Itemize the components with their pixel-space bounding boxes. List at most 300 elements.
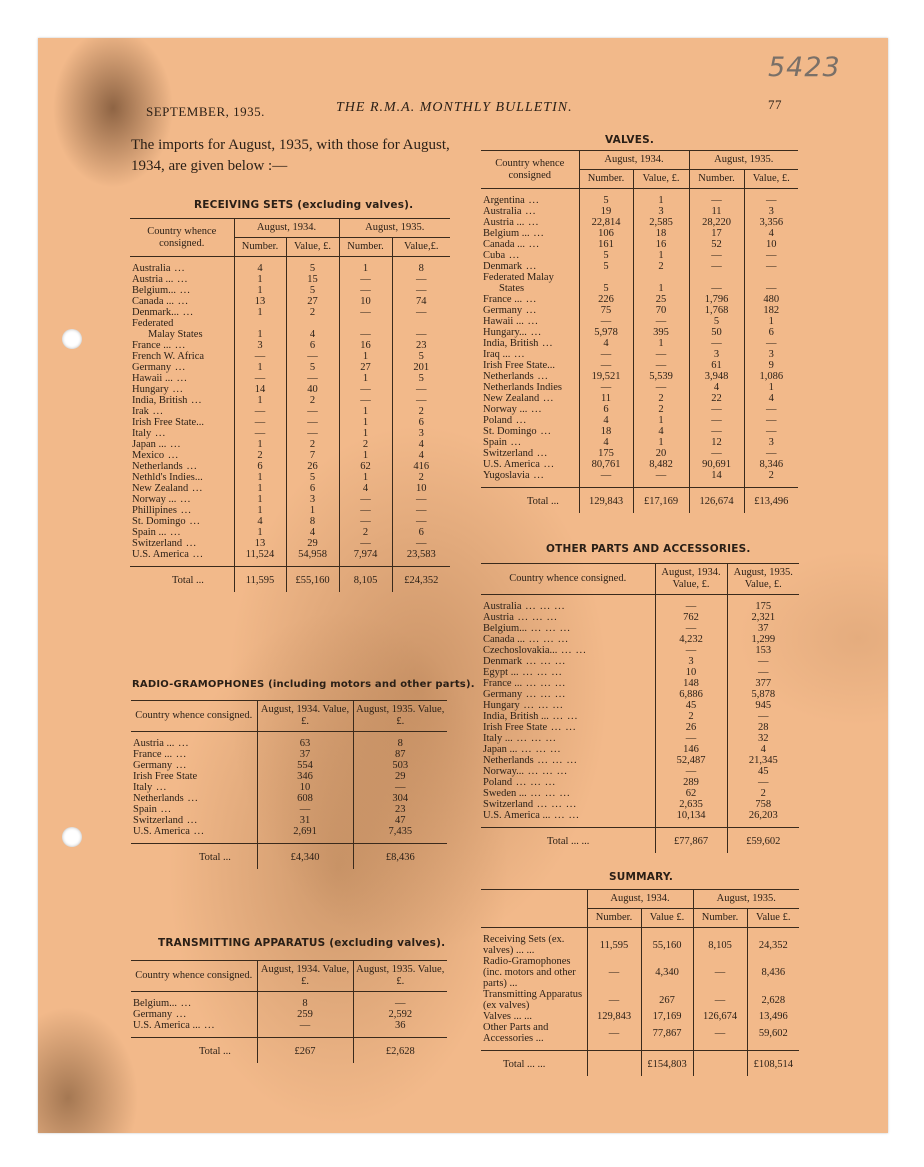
table-cell: 10 (655, 667, 727, 678)
leader-dots: ... ... ... (528, 766, 568, 777)
total-cell: £4,340 (257, 844, 353, 870)
table-cell: 11 (689, 206, 744, 217)
table-cell: 1,796 (689, 294, 744, 305)
table-cell: 1 (339, 417, 392, 428)
table-cell: 1 (744, 316, 798, 327)
summary-category: Receiving Sets (ex. valves) ... ... (483, 934, 565, 956)
col-country: Country whence consigned. (481, 564, 655, 595)
table-cell: 3 (689, 349, 744, 360)
receiving-sets-heading: RECEIVING SETS (excluding valves). (194, 199, 414, 211)
table-cell: — (579, 360, 633, 371)
table-cell: — (744, 448, 798, 459)
leader-dots: ... (172, 384, 184, 395)
table-row (481, 382, 798, 393)
table-cell: 2 (633, 261, 689, 272)
table-cell: — (234, 406, 286, 417)
leader-dots: ... ... ... (526, 689, 566, 700)
total-cell: 8,105 (339, 567, 392, 593)
table-cell: 3 (234, 340, 286, 351)
table-cell: 8 (353, 732, 447, 750)
country-name: Hungary (132, 384, 169, 395)
table-cell: 1 (339, 428, 392, 439)
leader-dots: ... ... ... (517, 612, 558, 623)
table-cell: 416 (392, 461, 450, 472)
leader-dots: ... ... (551, 722, 577, 733)
country-name: Argentina (483, 195, 525, 206)
country-name: Malay States (148, 329, 203, 340)
country-name: Hawaii ... (483, 316, 524, 327)
leader-dots: ... (156, 782, 168, 793)
table-cell: 5,978 (579, 327, 633, 338)
country-name: Norway ... (483, 404, 528, 415)
leader-dots: ... (204, 1020, 216, 1031)
table-row (131, 760, 447, 771)
table-cell: 11,595 (587, 928, 641, 957)
radio-gramophones-heading: RADIO-GRAMOPHONES (including motors and other parts). (132, 679, 475, 690)
table-cell: 32 (727, 733, 799, 744)
table-cell: 129,843 (587, 1011, 641, 1022)
table-cell: — (392, 395, 450, 406)
table-row (481, 799, 799, 810)
country-name: France ... (132, 340, 172, 351)
leader-dots: ... (170, 527, 182, 538)
table-cell: 226 (579, 294, 633, 305)
total-cell (693, 1051, 747, 1077)
table-cell: 23,583 (392, 549, 450, 567)
table-cell: 7,974 (339, 549, 392, 567)
col-country: Country whence consigned. (130, 219, 234, 257)
table-cell: — (286, 406, 339, 417)
table-row (481, 755, 799, 766)
table-cell: 62 (655, 788, 727, 799)
table-cell: 3 (633, 206, 689, 217)
table-cell: 26,203 (727, 810, 799, 828)
table-cell: — (339, 494, 392, 505)
country-name: India, British ... (483, 711, 549, 722)
bulletin-title: THE R.M.A. MONTHLY BULLETIN. (336, 100, 573, 115)
table-cell: 5 (392, 351, 450, 362)
table-cell: 25 (633, 294, 689, 305)
table-cell: — (339, 307, 392, 318)
leader-dots: ... (537, 371, 549, 382)
table-cell: — (689, 283, 744, 294)
table-cell: — (339, 505, 392, 516)
leader-dots: ... (514, 349, 526, 360)
table-cell: 87 (353, 749, 447, 760)
table-row (481, 667, 799, 678)
table-cell: — (339, 285, 392, 296)
total-label: Total ... ... (547, 836, 590, 847)
table-cell: 17 (689, 228, 744, 239)
total-cell: £17,169 (633, 488, 689, 514)
leader-dots: ... (178, 296, 189, 307)
table-row (130, 296, 450, 307)
country-name: Poland (483, 777, 513, 788)
leader-dots: ... (177, 274, 189, 285)
table-row (481, 634, 799, 645)
country-name: Japan ... (132, 439, 167, 450)
table-row (481, 1022, 799, 1051)
country-name: Irak (132, 406, 149, 417)
leader-dots: ... (525, 206, 537, 217)
table-row (130, 351, 450, 362)
country-name: Netherlands Indies (483, 382, 563, 393)
table-cell: 5 (392, 373, 450, 384)
table-row (481, 305, 798, 316)
country-name: Denmark (483, 261, 523, 272)
table-cell: 2 (339, 527, 392, 538)
total-cell: £108,514 (747, 1051, 799, 1077)
handwritten-number: 5423 (768, 52, 841, 83)
table-row (131, 1020, 447, 1038)
table-row (481, 261, 798, 272)
table-cell: 2 (286, 395, 339, 406)
table-cell: 1,299 (727, 634, 799, 645)
table-cell: 377 (727, 678, 799, 689)
table-cell: 17,169 (641, 1011, 693, 1022)
table-cell: — (286, 417, 339, 428)
radio-gramophones-table (131, 700, 447, 869)
table-cell: — (744, 283, 798, 294)
table-cell: — (727, 656, 799, 667)
table-cell: 1 (339, 351, 392, 362)
leader-dots: ... (531, 404, 543, 415)
country-name: St. Domingo (132, 516, 186, 527)
table-row (481, 678, 799, 689)
table-cell: — (727, 777, 799, 788)
country-name: Germany (133, 1009, 173, 1020)
table-row (131, 749, 447, 760)
leader-dots: ... ... ... (526, 656, 566, 667)
table-cell: — (633, 349, 689, 360)
table-cell: — (579, 470, 633, 488)
table-row (481, 612, 799, 623)
country-name: Italy (133, 782, 153, 793)
table-cell: 90,691 (689, 459, 744, 470)
country-name: France ... (483, 294, 523, 305)
leader-dots: ... (543, 393, 555, 404)
table-cell: 6 (392, 527, 450, 538)
table-cell: 14 (234, 384, 286, 395)
table-row (481, 283, 798, 294)
table-cell: 15 (286, 274, 339, 285)
table-row (130, 340, 450, 351)
table-cell: — (633, 360, 689, 371)
table-cell: — (689, 189, 744, 207)
table-cell: 1 (234, 329, 286, 340)
table-row (481, 371, 798, 382)
table-cell: — (693, 956, 747, 989)
table-cell: 3,356 (744, 217, 798, 228)
table-row (481, 217, 798, 228)
table-cell: 29 (286, 538, 339, 549)
table-row (481, 228, 798, 239)
table-cell: — (392, 494, 450, 505)
punch-hole (62, 329, 82, 349)
leader-dots: ... (174, 263, 186, 274)
table-cell: 4 (579, 338, 633, 349)
leader-dots: ... (528, 217, 540, 228)
table-cell: 6 (579, 404, 633, 415)
country-name: Belgium... (133, 998, 178, 1009)
table-row (481, 645, 799, 656)
table-row (481, 459, 798, 470)
country-name: India, British (483, 338, 539, 349)
table-row (130, 549, 450, 567)
leader-dots: ... (175, 340, 186, 351)
table-cell: 4 (234, 257, 286, 275)
table-cell: 2 (286, 439, 339, 450)
table-cell: 23 (392, 340, 450, 351)
country-name: Belgium... (483, 623, 528, 634)
table-cell: 1 (633, 415, 689, 426)
country-name: Denmark... (132, 307, 179, 318)
table-cell: — (655, 645, 727, 656)
table-cell: 2,635 (655, 799, 727, 810)
col-aug-1934: August, 1934. Value, £. (257, 701, 353, 732)
table-cell: 182 (744, 305, 798, 316)
other-parts-table (481, 563, 799, 853)
country-name: U.S. America (483, 459, 540, 470)
table-cell: 13 (234, 538, 286, 549)
table-cell: — (655, 733, 727, 744)
table-cell: — (689, 426, 744, 437)
leader-dots: ... (526, 305, 537, 316)
table-cell: 259 (257, 1009, 353, 1020)
table-cell: — (633, 316, 689, 327)
table-cell: 2 (234, 450, 286, 461)
table-cell: 8 (392, 257, 450, 275)
total-label: Total ... (527, 496, 559, 507)
table-cell: 1 (234, 505, 286, 516)
table-cell: 5,878 (727, 689, 799, 700)
table-cell (633, 272, 689, 283)
table-row (130, 274, 450, 285)
table-cell: 3,948 (689, 371, 744, 382)
table-cell: 28,220 (689, 217, 744, 228)
table-cell: 11,524 (234, 549, 286, 567)
table-cell: — (286, 373, 339, 384)
table-cell: 27 (339, 362, 392, 373)
table-cell: 2 (339, 439, 392, 450)
leader-dots: ... (528, 195, 540, 206)
country-name: Phillipines (132, 505, 177, 516)
table-row (130, 417, 450, 428)
country-name: Yugoslavia (483, 470, 530, 481)
col-number: Number. (579, 170, 633, 189)
country-name: Denmark (483, 656, 523, 667)
table-row (481, 415, 798, 426)
table-cell: 77,867 (641, 1022, 693, 1051)
intro-text: The imports for August, 1935, with those for August, 1934, are given below :— (131, 137, 450, 174)
table-cell: 27 (286, 296, 339, 307)
table-row (130, 538, 450, 549)
country-name: Switzerland (483, 799, 534, 810)
table-cell: 29 (353, 771, 447, 782)
table-cell: 5 (689, 316, 744, 327)
table-row (131, 804, 447, 815)
table-cell: 289 (655, 777, 727, 788)
leader-dots: ... (152, 406, 164, 417)
table-cell: 6 (744, 327, 798, 338)
table-row (130, 362, 450, 373)
table-cell: 4 (339, 483, 392, 494)
total-cell: £55,160 (286, 567, 339, 593)
country-name: Spain ... (132, 527, 167, 538)
table-cell: 55,160 (641, 928, 693, 957)
country-name: Cuba (483, 250, 506, 261)
table-cell: 395 (633, 327, 689, 338)
table-cell: — (689, 415, 744, 426)
country-name: Germany (133, 760, 173, 771)
leader-dots: ... (176, 373, 188, 384)
country-name: French W. Africa (132, 351, 205, 362)
table-cell: 4 (392, 439, 450, 450)
table-cell: 4 (727, 744, 799, 755)
leader-dots: ... ... ... (537, 799, 578, 810)
total-label: Total ... (199, 1046, 231, 1057)
table-cell: — (689, 261, 744, 272)
table-row (130, 505, 450, 516)
leader-dots: ... (529, 239, 540, 250)
col-country: Country whence consigned. (131, 961, 257, 992)
country-name: Czechoslovakia... (483, 645, 558, 656)
total-cell: £2,628 (353, 1038, 447, 1064)
table-row (481, 595, 799, 613)
table-cell: — (286, 351, 339, 362)
country-name: Spain (483, 437, 507, 448)
table-row (481, 928, 799, 957)
country-name: St. Domingo (483, 426, 537, 437)
table-cell: 2 (392, 406, 450, 417)
total-cell: 129,843 (579, 488, 633, 514)
table-row (481, 777, 799, 788)
table-cell: — (339, 395, 392, 406)
country-name: Irish Free State... (132, 417, 205, 428)
country-name: Germany (132, 362, 172, 373)
leader-dots: ... ... (561, 645, 587, 656)
table-cell: — (587, 989, 641, 1011)
col-aug-1934: August, 1934. Value, £. (655, 564, 727, 595)
receiving-sets-table (130, 218, 450, 592)
table-cell: 1,086 (744, 371, 798, 382)
col-value: Value, £. (286, 238, 339, 257)
col-aug-1935: August, 1935. Value, £. (727, 564, 799, 595)
country-name: Canada ... (483, 239, 525, 250)
country-name: Belgium... (132, 285, 177, 296)
table-cell: 1 (234, 395, 286, 406)
table-cell: 7,435 (353, 826, 447, 844)
transmitting-table (131, 960, 447, 1063)
col-number: Number. (587, 909, 641, 928)
table-cell: 52,487 (655, 755, 727, 766)
table-cell: 6 (392, 417, 450, 428)
table-cell: 945 (727, 700, 799, 711)
table-cell (579, 272, 633, 283)
table-cell: — (392, 329, 450, 340)
leader-dots: ... (186, 538, 198, 549)
table-cell: 5 (286, 472, 339, 483)
table-row (481, 733, 799, 744)
table-cell: — (339, 384, 392, 395)
table-cell: 4 (633, 426, 689, 437)
table-cell: — (392, 274, 450, 285)
leader-dots: ... (526, 294, 537, 305)
table-cell: 2 (744, 470, 798, 488)
table-cell: 1,768 (689, 305, 744, 316)
col-value: Value, £. (744, 170, 798, 189)
table-cell: 758 (727, 799, 799, 810)
table-cell: — (693, 1022, 747, 1051)
table-cell: — (257, 1020, 353, 1038)
total-label: Total ... ... (503, 1059, 546, 1070)
country-name: Federated Malay (483, 272, 554, 283)
country-name: France ... (133, 749, 173, 760)
table-row (130, 285, 450, 296)
table-cell: 1 (234, 307, 286, 318)
country-name: Netherlands (483, 755, 534, 766)
table-cell: 2,585 (633, 217, 689, 228)
table-cell: — (392, 285, 450, 296)
table-cell: 3 (392, 428, 450, 439)
table-cell: 21,345 (727, 755, 799, 766)
table-cell: — (655, 595, 727, 613)
table-cell: — (392, 307, 450, 318)
country-name: Norway ... (132, 494, 177, 505)
table-cell: 1 (339, 373, 392, 384)
leader-dots: ... ... (552, 711, 579, 722)
table-cell: 13 (234, 296, 286, 307)
col-aug-1935: August, 1935. (339, 219, 450, 238)
table-cell: 4,232 (655, 634, 727, 645)
table-cell: 62 (339, 461, 392, 472)
table-cell: 1 (339, 406, 392, 417)
table-cell: — (727, 667, 799, 678)
leader-dots: ... ... ... (525, 601, 566, 612)
table-cell: 8,436 (747, 956, 799, 989)
leader-dots: ... (533, 228, 545, 239)
table-row (130, 527, 450, 538)
country-name: U.S. America (133, 826, 190, 837)
table-cell: — (579, 349, 633, 360)
leader-dots: ... ... ... (531, 623, 571, 634)
leader-dots: ... (155, 428, 167, 439)
leader-dots: ... (543, 459, 555, 470)
table-row (481, 1011, 799, 1022)
table-cell: — (257, 804, 353, 815)
leader-dots: ... (180, 285, 191, 296)
total-cell: £59,602 (727, 828, 799, 854)
leader-dots: ... ... ... (526, 678, 566, 689)
country-name: Norway... (483, 766, 525, 777)
table-cell: 6 (286, 483, 339, 494)
table-cell: 2,321 (727, 612, 799, 623)
leader-dots: ... (192, 483, 204, 494)
table-cell: 10 (392, 483, 450, 494)
table-cell: — (339, 274, 392, 285)
table-cell: 267 (641, 989, 693, 1011)
country-name: Switzerland (133, 815, 184, 826)
table-cell: 45 (727, 766, 799, 777)
table-cell: 1 (234, 439, 286, 450)
table-row (130, 307, 450, 318)
table-cell: 2 (655, 711, 727, 722)
leader-dots: ... (180, 505, 192, 516)
table-cell: — (392, 384, 450, 395)
table-cell: 8,482 (633, 459, 689, 470)
table-cell: — (392, 516, 450, 527)
table-cell: — (744, 250, 798, 261)
